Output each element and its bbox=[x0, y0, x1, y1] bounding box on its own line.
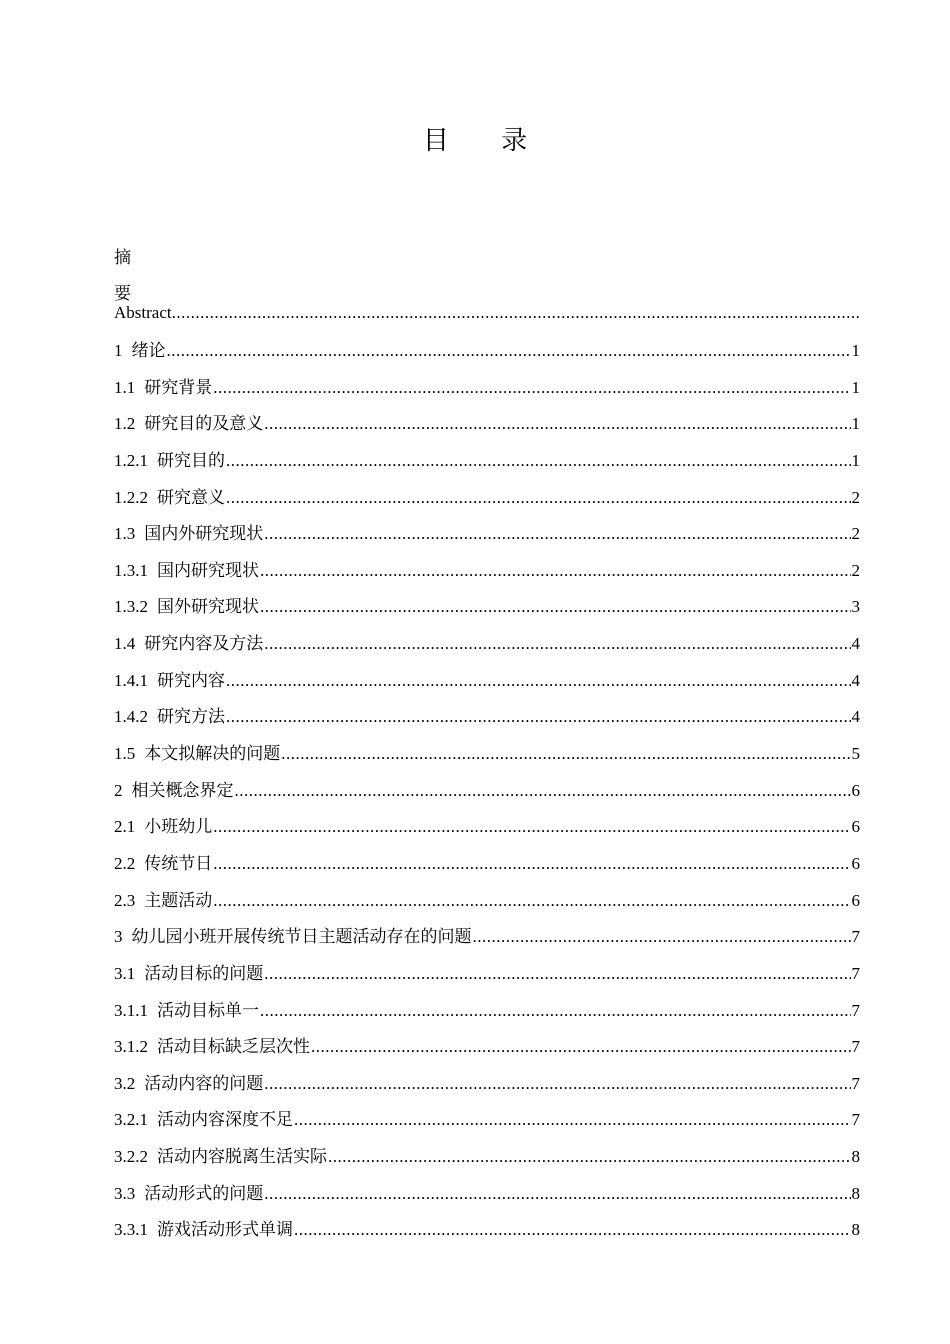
toc-leader-dots bbox=[264, 516, 850, 552]
toc-entry-abstract-label: Abstract bbox=[114, 303, 172, 322]
toc-entry-number: 3.1.1 bbox=[114, 1000, 148, 1020]
toc-entry-label bbox=[114, 553, 259, 589]
toc-leader-dots bbox=[226, 663, 851, 699]
toc-entry-text: 国外研究现状 bbox=[157, 597, 259, 617]
toc-entry-page: 6 bbox=[851, 780, 860, 800]
toc-entry-number: 2.2 bbox=[114, 853, 136, 873]
abstract-cn-char-1: 摘 bbox=[114, 248, 131, 267]
abstract-cn-char-2: 要 bbox=[114, 284, 131, 303]
toc-leader-dots bbox=[226, 699, 851, 735]
toc-leader-dots bbox=[328, 1139, 851, 1175]
toc-entry-number: 1.2.2 bbox=[114, 487, 148, 507]
toc-entry[interactable] bbox=[114, 663, 860, 700]
toc-leader-dots bbox=[264, 956, 850, 992]
toc-entry-text: 研究目的 bbox=[157, 450, 225, 470]
toc-entry-text: 主题活动 bbox=[144, 890, 213, 910]
toc-entry-text: 研究内容及方法 bbox=[144, 634, 264, 654]
toc-entry[interactable] bbox=[114, 809, 860, 846]
toc-entry-number: 1.3.2 bbox=[114, 597, 148, 617]
toc-entry-label bbox=[114, 736, 280, 772]
toc-entry-text: 研究方法 bbox=[157, 707, 225, 727]
toc-entry-text: 活动内容深度不足 bbox=[157, 1110, 293, 1130]
toc-entry-page: 5 bbox=[851, 744, 860, 764]
toc-entry-page: 6 bbox=[851, 853, 860, 873]
toc-entry-number: 2 bbox=[114, 780, 123, 800]
toc-entry-label bbox=[114, 993, 259, 1029]
toc-leader-dots bbox=[167, 333, 851, 369]
toc-entry-number: 3.1 bbox=[114, 963, 136, 983]
toc-entry-label bbox=[114, 516, 263, 552]
toc-entry-number: 3.3.1 bbox=[114, 1220, 148, 1240]
toc-entry-number: 2.1 bbox=[114, 817, 136, 837]
toc-leader-dots bbox=[260, 589, 851, 625]
toc-entry-page: 8 bbox=[851, 1183, 860, 1203]
toc-entry-text: 小班幼儿 bbox=[144, 817, 213, 837]
toc-entry-page: 1 bbox=[851, 341, 860, 360]
toc-entry[interactable] bbox=[114, 553, 860, 590]
toc-entry-text: 国内外研究现状 bbox=[144, 524, 264, 544]
toc-leader-dots bbox=[213, 883, 850, 919]
toc-leader-dots bbox=[235, 773, 851, 809]
toc-entry-label bbox=[114, 406, 263, 442]
toc-entry-page: 7 bbox=[851, 1110, 860, 1130]
toc-entry-page: 1 bbox=[851, 450, 860, 470]
toc-entry-text: 活动形式的问题 bbox=[144, 1183, 264, 1203]
toc-entry-text: 研究意义 bbox=[157, 487, 225, 507]
toc-entry-label bbox=[114, 1176, 263, 1212]
toc-entry-page: 2 bbox=[851, 487, 860, 507]
toc-entry[interactable] bbox=[114, 1212, 860, 1249]
toc-entry[interactable] bbox=[114, 1176, 860, 1213]
toc-entry-number: 1.1 bbox=[114, 377, 136, 397]
toc-entry-label bbox=[114, 333, 166, 369]
toc-entry[interactable] bbox=[114, 736, 860, 773]
toc-entry-number: 1.4.1 bbox=[114, 670, 148, 690]
toc-leader-dots bbox=[213, 809, 850, 845]
toc-entry-page: 3 bbox=[851, 597, 860, 617]
toc-entry-label bbox=[114, 663, 225, 699]
toc-entry-page: 7 bbox=[851, 963, 860, 983]
toc-entry[interactable] bbox=[114, 919, 860, 956]
toc-entry-text: 本文拟解决的问题 bbox=[144, 744, 281, 764]
toc-entry-label bbox=[114, 846, 212, 882]
toc-leader-dots bbox=[294, 1102, 851, 1138]
toc-entry[interactable] bbox=[114, 846, 860, 883]
toc-entry-page: 6 bbox=[851, 890, 860, 910]
toc-leader-dots bbox=[311, 1029, 851, 1065]
toc-entry[interactable] bbox=[114, 883, 860, 920]
toc-entry-page: 8 bbox=[851, 1147, 860, 1167]
toc-entry-label bbox=[114, 370, 212, 406]
toc-entry-label bbox=[114, 480, 225, 516]
toc-entry-number: 3.3 bbox=[114, 1183, 136, 1203]
toc-entry-label bbox=[114, 1066, 263, 1102]
toc-entry[interactable] bbox=[114, 589, 860, 626]
toc-entry-page: 8 bbox=[851, 1220, 860, 1240]
toc-entry-label bbox=[114, 1212, 293, 1248]
toc-entry-page: 4 bbox=[851, 670, 860, 690]
toc-entry-number: 3.2.2 bbox=[114, 1147, 148, 1167]
toc-entry[interactable] bbox=[114, 516, 860, 553]
toc-entry-number: 1.3 bbox=[114, 524, 136, 544]
toc-entry-text: 活动内容脱离生活实际 bbox=[157, 1147, 327, 1167]
toc-leader-dots bbox=[260, 993, 851, 1029]
toc-entry-number: 3.2.1 bbox=[114, 1110, 148, 1130]
toc-title: 目 录 bbox=[422, 126, 550, 156]
toc-entry-page: 2 bbox=[851, 524, 860, 544]
toc-entry-number: 3.2 bbox=[114, 1073, 136, 1093]
toc-entry-page: 1 bbox=[851, 414, 860, 434]
toc-entry-label bbox=[114, 773, 234, 809]
toc-entry-abstract[interactable] bbox=[114, 303, 860, 323]
toc-entry-label bbox=[114, 1029, 310, 1065]
toc-leader-dots bbox=[264, 626, 850, 662]
toc-entry-label bbox=[114, 956, 263, 992]
toc-entry-label bbox=[114, 699, 225, 735]
toc-entry-label bbox=[114, 589, 259, 625]
toc-entry-label bbox=[114, 1102, 293, 1138]
toc-entry-number: 3.1.2 bbox=[114, 1037, 148, 1057]
toc-entry-text: 国内研究现状 bbox=[157, 560, 259, 580]
toc-entry-text: 研究背景 bbox=[144, 377, 213, 397]
toc-entry[interactable] bbox=[114, 1139, 860, 1176]
toc-leader-dots bbox=[264, 406, 850, 442]
toc-entry[interactable] bbox=[114, 1102, 860, 1139]
toc-entry-text: 游戏活动形式单调 bbox=[157, 1220, 293, 1240]
toc-entry-text: 幼儿园小班开展传统节日主题活动存在的问题 bbox=[131, 927, 472, 947]
toc-entry[interactable] bbox=[114, 1066, 860, 1103]
toc-entry[interactable] bbox=[114, 699, 860, 736]
toc-leader-dots bbox=[260, 553, 851, 589]
toc-entry-text: 相关概念界定 bbox=[131, 780, 234, 800]
toc-entry-label bbox=[114, 919, 472, 955]
toc-entry-page: 1 bbox=[851, 377, 860, 397]
toc-entry-page: 7 bbox=[851, 1073, 860, 1093]
toc-entry-number: 1.5 bbox=[114, 744, 136, 764]
toc-entry-number: 3 bbox=[114, 927, 123, 947]
toc-list bbox=[114, 333, 860, 1249]
toc-leader-dots bbox=[264, 1066, 850, 1102]
toc-leader-dots bbox=[294, 1212, 851, 1248]
toc-entry[interactable] bbox=[114, 406, 860, 443]
toc-entry[interactable] bbox=[114, 333, 860, 370]
toc-entry-page: 6 bbox=[851, 817, 860, 837]
toc-entry-page: 4 bbox=[851, 707, 860, 727]
toc-leader-dots bbox=[226, 480, 851, 516]
toc-entry[interactable] bbox=[114, 370, 860, 407]
toc-entry-text: 活动目标的问题 bbox=[144, 963, 264, 983]
toc-entry-number: 1.4.2 bbox=[114, 707, 148, 727]
toc-entry[interactable] bbox=[114, 480, 860, 517]
toc-leader-dots bbox=[172, 303, 860, 323]
toc-entry-page: 7 bbox=[851, 927, 860, 947]
toc-entry-page: 2 bbox=[851, 560, 860, 580]
toc-entry-label bbox=[114, 443, 225, 479]
toc-leader-dots bbox=[281, 736, 850, 772]
toc-entry-number: 1 bbox=[114, 341, 123, 360]
toc-entry[interactable] bbox=[114, 626, 860, 663]
toc-entry-text: 活动目标缺乏层次性 bbox=[157, 1037, 310, 1057]
toc-entry-text: 传统节日 bbox=[144, 853, 213, 873]
toc-entry-number: 1.2 bbox=[114, 414, 136, 434]
toc-entry-text: 活动内容的问题 bbox=[144, 1073, 264, 1093]
toc-entry[interactable] bbox=[114, 956, 860, 993]
toc-entry-page: 7 bbox=[851, 1037, 860, 1057]
toc-leader-dots bbox=[213, 846, 850, 882]
toc-entry-label bbox=[114, 883, 212, 919]
toc-entry[interactable] bbox=[114, 993, 860, 1030]
toc-entry[interactable] bbox=[114, 443, 860, 480]
toc-entry-text: 绪论 bbox=[131, 341, 166, 360]
toc-entry-label bbox=[114, 1139, 327, 1175]
toc-entry-number: 1.4 bbox=[114, 634, 136, 654]
toc-entry-page: 4 bbox=[851, 634, 860, 654]
toc-entry[interactable] bbox=[114, 1029, 860, 1066]
toc-entry-text: 活动目标单一 bbox=[157, 1000, 259, 1020]
toc-entry-text: 研究内容 bbox=[157, 670, 225, 690]
toc-entry-number: 2.3 bbox=[114, 890, 136, 910]
toc-leader-dots bbox=[264, 1176, 850, 1212]
toc-entry-text: 研究目的及意义 bbox=[144, 414, 264, 434]
toc-entry-number: 1.2.1 bbox=[114, 450, 148, 470]
toc-entry-label bbox=[114, 809, 212, 845]
toc-entry[interactable] bbox=[114, 773, 860, 810]
toc-entry-label bbox=[114, 626, 263, 662]
toc-leader-dots bbox=[473, 919, 851, 955]
toc-leader-dots bbox=[226, 443, 851, 479]
toc-entry-number: 1.3.1 bbox=[114, 560, 148, 580]
toc-entry-page: 7 bbox=[851, 1000, 860, 1020]
toc-leader-dots bbox=[213, 370, 850, 406]
